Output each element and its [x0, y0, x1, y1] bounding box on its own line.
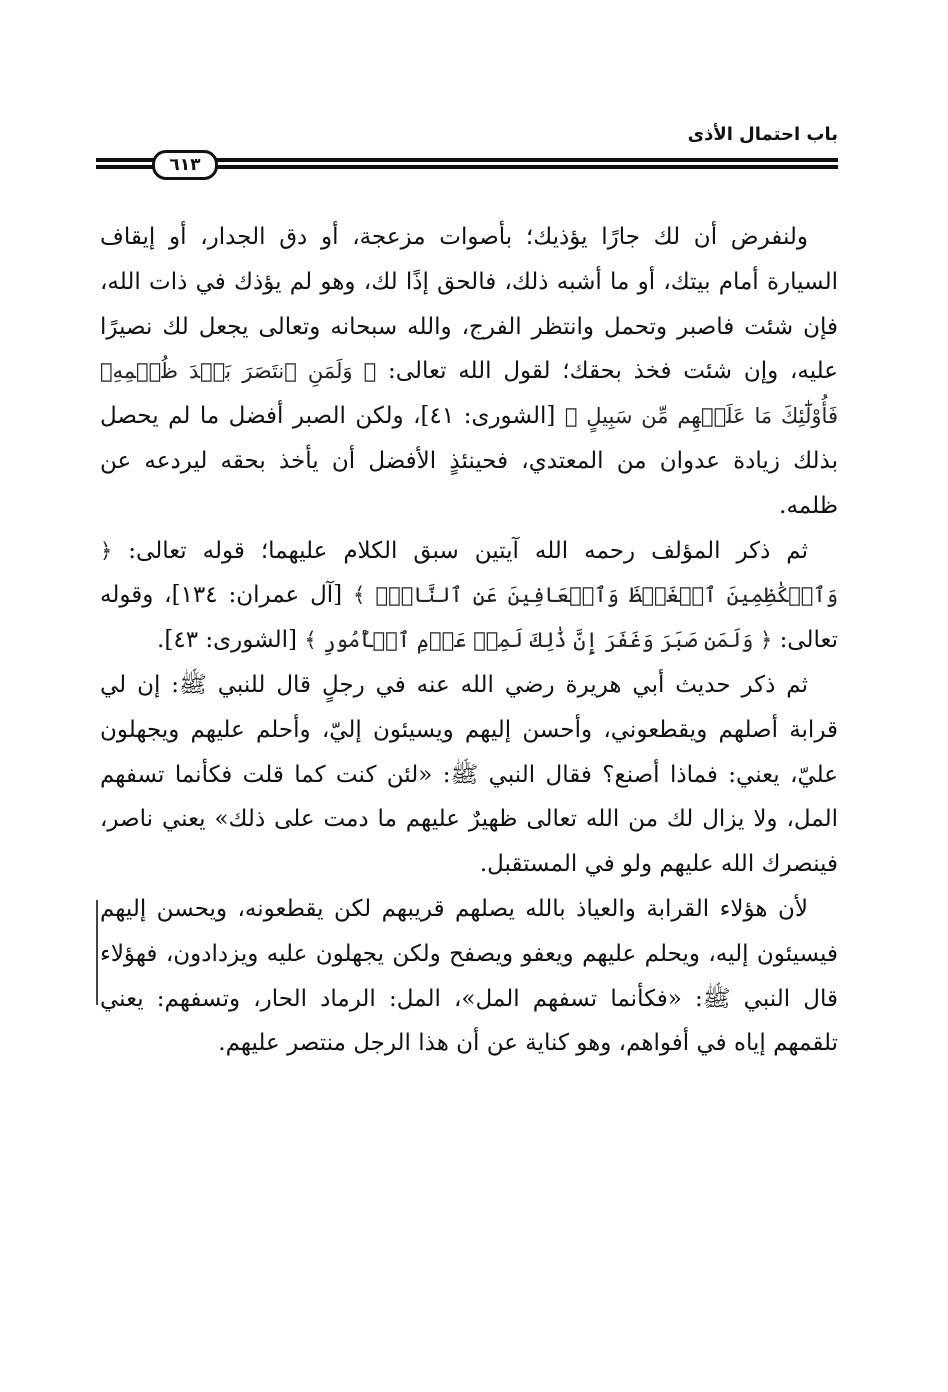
- paragraph-3: ثم ذكر حديث أبي هريرة رضي الله عنه في رجلٍ قال للنبي ﷺ: إن لي قرابة أصلهم ويقطعوني، وأحسن إليهم ويسيئون إليّ، وأحلم عليهم ويجهلون عليّ، يعني: فماذا أصنع؟ فقال النبي ﷺ: «لئن كنت كما قلت فكأنما تسفهم المل، ولا يزال لك من الله تعالى ظهيرٌ عليهم ما دمت على ذلك» يعني ناصر، فينصرك الله عليهم ولو في المستقبل.: [100, 671, 838, 878]
- page-number: ٦١٣: [152, 150, 218, 180]
- paragraph-2-mid: [آل عمران: ١٣٤]، وقوله تعالى:: [100, 582, 838, 654]
- paragraph-2-rest: [الشورى: ٤٣].: [157, 627, 298, 654]
- paragraph-1-rest: [الشورى: ٤١]، ولكن الصبر أفضل ما لم يحصل بذلك زيادة عدوان من المعتدي، فحينئذٍ الأفضل أن يأخذ بحقه ليردعه عن ظلمه.: [100, 403, 838, 519]
- quran-verse-shura-43: ﴿ وَلَمَن صَبَرَ وَغَفَرَ إِنَّ ذَٰلِكَ لَمِنۡ عَزۡمِ ٱلۡأُمُورِ ﴾: [304, 628, 773, 653]
- chapter-title: باب احتمال الأذى: [687, 124, 838, 145]
- paragraph-2: [100, 529, 838, 663]
- paragraph-2-lead: ثم ذكر المؤلف رحمه الله آيتين سبق الكلام عليهما؛ قوله تعالى:: [128, 537, 809, 564]
- quran-verse-al-imran-134: ﴿ وَٱلۡكَٰظِمِينَ ٱلۡغَيۡظَ وَٱلۡعَافِينَ عَنِ ٱلنَّاسِۗ ﴾: [100, 538, 839, 608]
- page-header: [96, 120, 838, 180]
- header-rule: [96, 150, 838, 176]
- paragraph-1: [100, 215, 838, 529]
- margin-line-mark: [96, 900, 98, 1005]
- page-body: [100, 215, 838, 1066]
- paragraph-1-lead: ولنفرض أن لك جارًا يؤذيك؛ بأصوات مزعجة، أو دق الجدار، أو إيقاف السيارة أمام بيتك، أو ما أشبه ذلك، فالحق إذًا لك، وهو لم يؤذك في ذات الله، فإن شئت فاصبر وتحمل وانتظر الفرج، والله سبحانه وتعالى يجعل لك نصيرًا عليه، وإن شئت فخذ بحقك؛ لقول الله تعالى:: [100, 224, 838, 385]
- paragraph-4: لأن هؤلاء القرابة والعياذ بالله يصلهم قريبهم لكن يقطعونه، ويحسن إليهم فيسيئون إليه، ويحلم عليهم ويعفو ويصفح ولكن يجهلون عليه ويزدادون، فهؤلاء قال النبي ﷺ: «فكأنما تسفهم المل»، المل: الرماد الحار، وتسفهم: يعني تلقمهم إياه في أفواهم، وهو كناية عن أن هذا الرجل منتصر عليهم.: [100, 895, 838, 1057]
- quran-verse-shura-41: ﴿ وَلَمَنِ ٱنتَصَرَ بَعۡدَ ظُلۡمِهِۦ فَأُوْلَٰٓئِكَ مَا عَلَيۡهِم مِّن سَبِيلٍ ﴾: [100, 359, 838, 429]
